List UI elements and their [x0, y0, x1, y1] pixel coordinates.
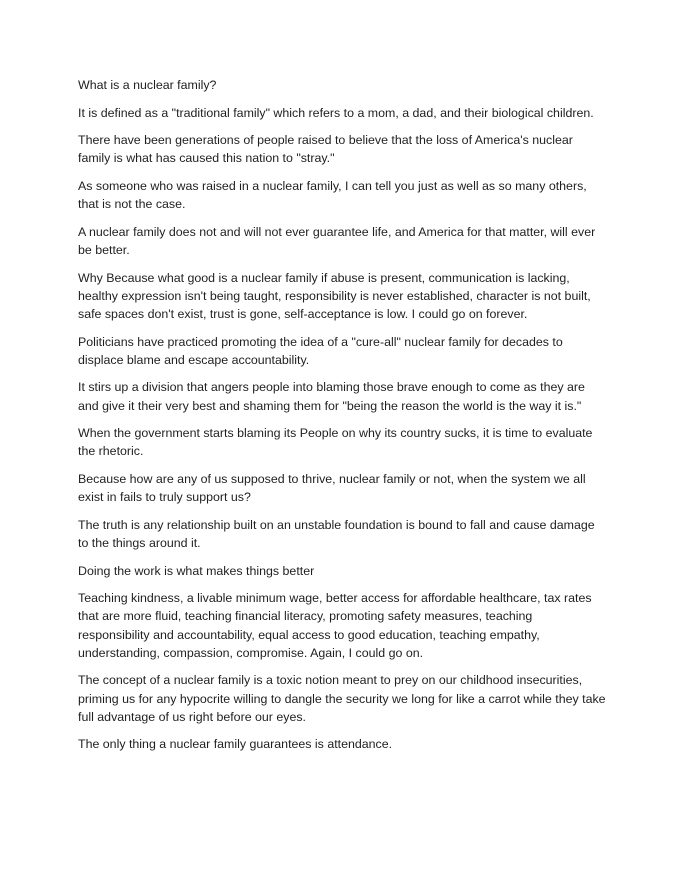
document-body: [78, 76, 606, 763]
paragraph: When the government starts blaming its People on why its country sucks, it is time to evaluate the rhetoric.: [78, 426, 593, 459]
paragraph: The truth is any relationship built on an unstable foundation is bound to fall and cause damage to the things around it.: [78, 517, 595, 550]
paragraph-definition: It is defined as a "traditional family" which refers to a mom, a dad, and their biological children.: [78, 105, 594, 120]
paragraph: Why Because what good is a nuclear family if abuse is present, communication is lacking, healthy expression isn't being taught, responsibility is never established, character is not built, safe spaces don't exist, trust is gone, self-acceptance is low. I could go on forever.: [78, 270, 591, 321]
paragraph-question: What is a nuclear family?: [78, 78, 217, 92]
paragraph: Doing the work is what makes things better: [78, 563, 315, 578]
paragraph: There have been generations of people raised to believe that the loss of America's nuclear family is what has caused this nation to "stray.": [78, 133, 573, 166]
paragraph: A nuclear family does not and will not ever guarantee life, and America for that matter, will ever be better.: [78, 224, 596, 257]
paragraph-closing: The only thing a nuclear family guarantees is attendance.: [78, 737, 393, 752]
paragraph: Because how are any of us supposed to thrive, nuclear family or not, when the system we all exist in fails to truly support us?: [78, 471, 586, 505]
paragraph: Teaching kindness, a livable minimum wage, better access for affordable healthcare, tax rates that are more fluid, teaching financial literacy, promoting safety measures, teaching responsibility and accountability, equal access to good education, teaching empathy, understanding, compassion, compromise. Again, I could go on.: [78, 591, 592, 660]
paragraph: It stirs up a division that angers people into blaming those brave enough to come as they are and give it their very best and shaming them for "being the reason the world is the way it is.": [78, 380, 585, 413]
paragraph: The concept of a nuclear family is a toxic notion meant to prey on our childhood insecurities, priming us for any hypocrite willing to dangle the security we long for like a carrot while they take full advantage of us right before our eyes.: [78, 673, 606, 724]
paragraph: As someone who was raised in a nuclear family, I can tell you just as well as so many others, that is not the case.: [78, 178, 587, 212]
paragraph: Politicians have practiced promoting the idea of a "cure-all" nuclear family for decades to displace blame and escape accountability.: [78, 334, 563, 367]
